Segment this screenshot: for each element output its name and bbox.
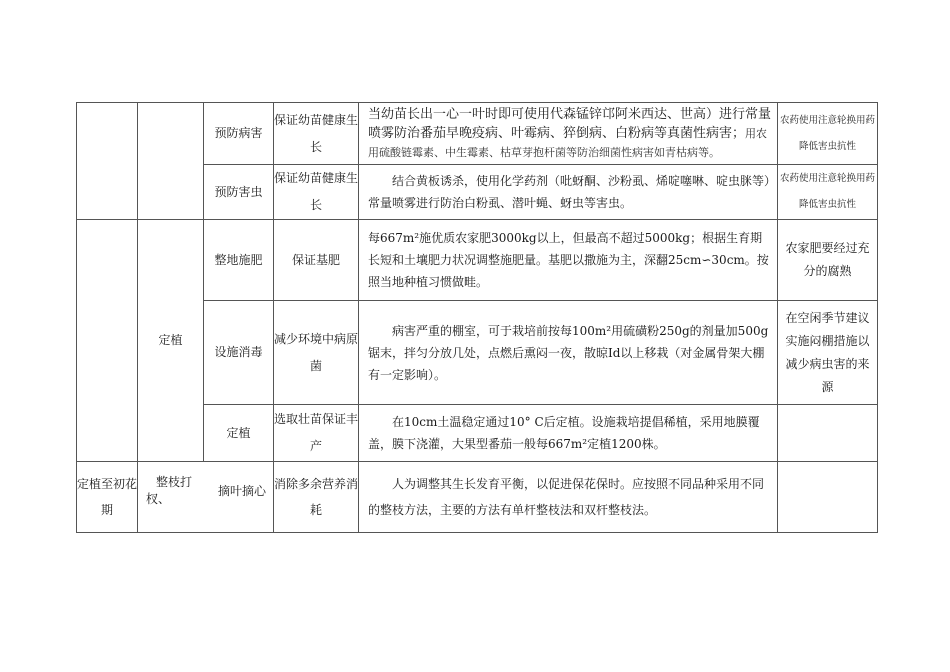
purpose-cell: 消除多余营养消耗 [274, 462, 359, 533]
notes-cell: 在空闲季节建议实施闷棚措施以减少病虫害的来源 [778, 301, 878, 405]
details-cell: 每667m²施优质农家肥3000kg以上，但最高不超过5000kg；根据生育期长短和土壤肥力状况调整施肥量。基肥以撒施为主，深翻25cm∽30cm。按照当地种植习惯做畦。 [359, 220, 778, 301]
operation-cell: 设施消毒 [204, 301, 274, 405]
notes-cell [778, 462, 878, 533]
purpose-cell: 减少环境中病原菌 [274, 301, 359, 405]
operation-cell: 预防病害 [204, 103, 274, 165]
table-row [77, 462, 878, 533]
period-cell [77, 103, 138, 220]
split-cell [138, 462, 273, 532]
table-row [77, 220, 878, 301]
details-cell [359, 103, 778, 165]
stage-cell [138, 103, 204, 220]
stage-text-b: 杈、 [146, 492, 171, 506]
operation-cell: 预防害虫 [204, 165, 274, 220]
notes-cell [778, 405, 878, 462]
details-cell: 结合黄板诱杀，使用化学药剂（吡蚜酮、沙粉虱、烯啶噻啉、啶虫脒等）常量喷雾进行防治白粉虱、潜叶蝇、蚜虫等害虫。 [359, 165, 778, 220]
notes-cell: 农药使用注意轮换用药降低害虫抗性 [778, 165, 878, 220]
period-cell [77, 220, 138, 462]
operation-text: 摘叶摘心 [218, 484, 267, 498]
details-cell: 在10cm土温稳定通过10° C后定植。设施栽培提倡稀植，采用地膜覆盖，膜下浇灌，大果型番茄一般每667m²定植1200株。 [359, 405, 778, 462]
purpose-cell: 保证基肥 [274, 220, 359, 301]
purpose-cell: 保证幼苗健康生长 [274, 103, 359, 165]
purpose-cell: 选取壮苗保证丰产 [274, 405, 359, 462]
notes-cell: 农药使用注意轮换用药降低害虫抗性 [778, 103, 878, 165]
cultivation-table [76, 102, 878, 533]
period-cell: 定植至初花期 [77, 462, 138, 533]
stage-operation-cell [138, 462, 274, 533]
purpose-cell: 保证幼苗健康生长 [274, 165, 359, 220]
stage-cell: 定植 [138, 220, 204, 462]
details-cell: 病害严重的棚室，可于栽培前按每100m²用硫磺粉250g的剂量加500g锯末，拌匀分放几处，点燃后熏闷一夜，散晾Id以上移栽（对金属骨架大棚有一定影响）。 [359, 301, 778, 405]
details-sub-text: 用农用硫酸链霉素、中生霉素、枯草芽抱杆菌等防治细菌性病害如青枯病等。 [368, 127, 768, 159]
stage-text-a: 整枝打 [156, 475, 193, 489]
notes-cell: 农家肥要经过充分的腐熟 [778, 220, 878, 301]
details-cell: 人为调整其生长发育平衡，以促进保花保时。应按照不同品种采用不同的整枝方法，主要的方法有单杆整枝法和双杆整枝法。 [359, 462, 778, 533]
operation-cell: 定植 [204, 405, 274, 462]
table-row [77, 103, 878, 165]
operation-cell: 整地施肥 [204, 220, 274, 301]
details-main-text: 当幼苗长出一心一叶时即可使用代森锰锌邙阿米西达、世高）进行常量喷雾防治番茄早晚疫病、叶霉病、猝倒病、白粉病等真菌性病害； [368, 107, 772, 141]
